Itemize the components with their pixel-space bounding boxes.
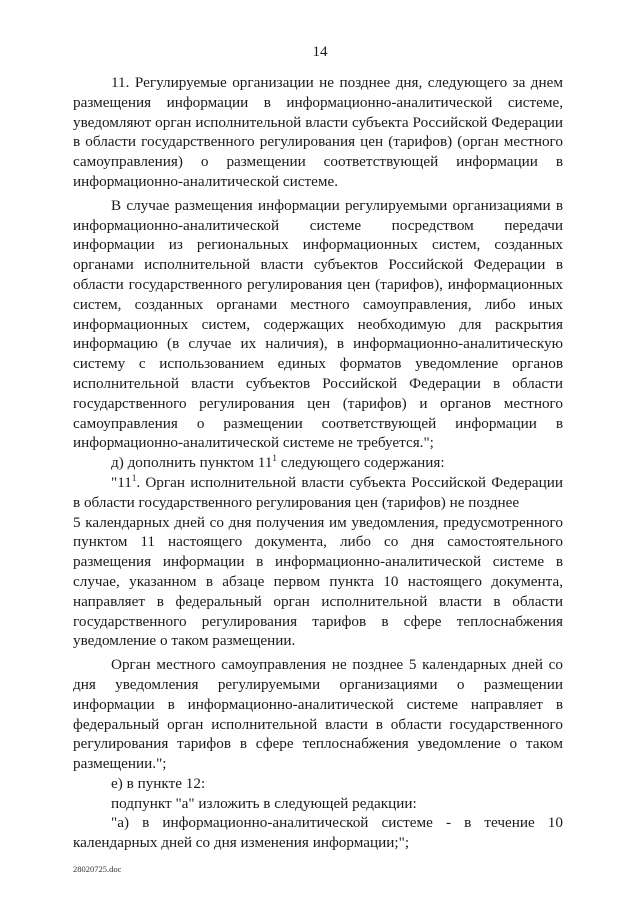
paragraph-subitem-a: подпункт "а" изложить в следующей редакции: (111, 794, 417, 812)
page-number: 14 (312, 44, 328, 60)
paragraph-item-e: е) в пункте 12: (111, 774, 206, 792)
paragraph-case-regional-systems: В случае размещения информации регулируемыми организациями в информационно-аналитической системе посредством передачи информации из региональных информационных систем, созданных органами исполнительной власти субъектов Российской Федерации в области государственного регулирования цен (тарифов), информационных систем, созданных органами местного самоуправления, либо иных информационных систем, содержащих необходимую для раскрытия информацию (в случае их наличия), в информационно-аналитическую систему с использованием единых форматов уведомление органов исполнительной власти субъектов Российской Федерации в области государственного регулирования цен (тарифов) и органов местного самоуправления о размещении соответствующей информации в информационно-аналитической системе не требуется."; (73, 196, 563, 452)
paragraph-subitem-a-text: "а) в информационно-аналитической системе - в течение 10 календарных дней со дня изменения информации;"; (73, 814, 563, 852)
item-d-text: д) дополнить пунктом 11 (111, 454, 273, 472)
item-d-superscript: 1 (272, 453, 277, 464)
document-body (73, 73, 563, 853)
clause-11-1-text: . Орган исполнительной власти субъекта Российской Федерации в области государственного регулирования цен (тарифов) не позднее (73, 473, 563, 511)
clause-11-1-number: "11 (111, 473, 132, 491)
footer-filename: 28020725.doc (73, 864, 122, 874)
paragraph-11: 11. Регулируемые организации не позднее дня, следующего за днем размещения информации в информационно-аналитической системе, уведомляют орган исполнительной власти субъекта Российской Федерации в области государственного регулирования цен (тарифов) (орган местного самоуправления) о размещении соответствующей информации в информационно-аналитической системе. (73, 74, 563, 190)
paragraph-item-d (73, 453, 563, 473)
paragraph-11-1-continued: 5 календарных дней со дня получения им уведомления, предусмотренного пунктом 11 настоящего документа, либо со дня самостоятельного размещения информации в информационно-аналитической системе в случае, указанном в абзаце первом пункта 10 настоящего документа, направляет в федеральный орган исполнительной власти в области государственного регулирования тарифов в сфере теплоснабжения уведомление о таком размещении. (73, 513, 563, 650)
paragraph-local-government: Орган местного самоуправления не позднее 5 календарных дней со дня уведомления регулируемыми организациями о размещении информации в информационно-аналитической системе направляет в федеральный орган исполнительной власти в области государственного регулирования тарифов в сфере теплоснабжения уведомление о таком размещении."; (73, 656, 563, 773)
paragraph-11-1-start (73, 473, 563, 513)
item-d-text-end: следующего содержания: (276, 454, 445, 472)
clause-11-1-superscript: 1 (131, 472, 137, 483)
